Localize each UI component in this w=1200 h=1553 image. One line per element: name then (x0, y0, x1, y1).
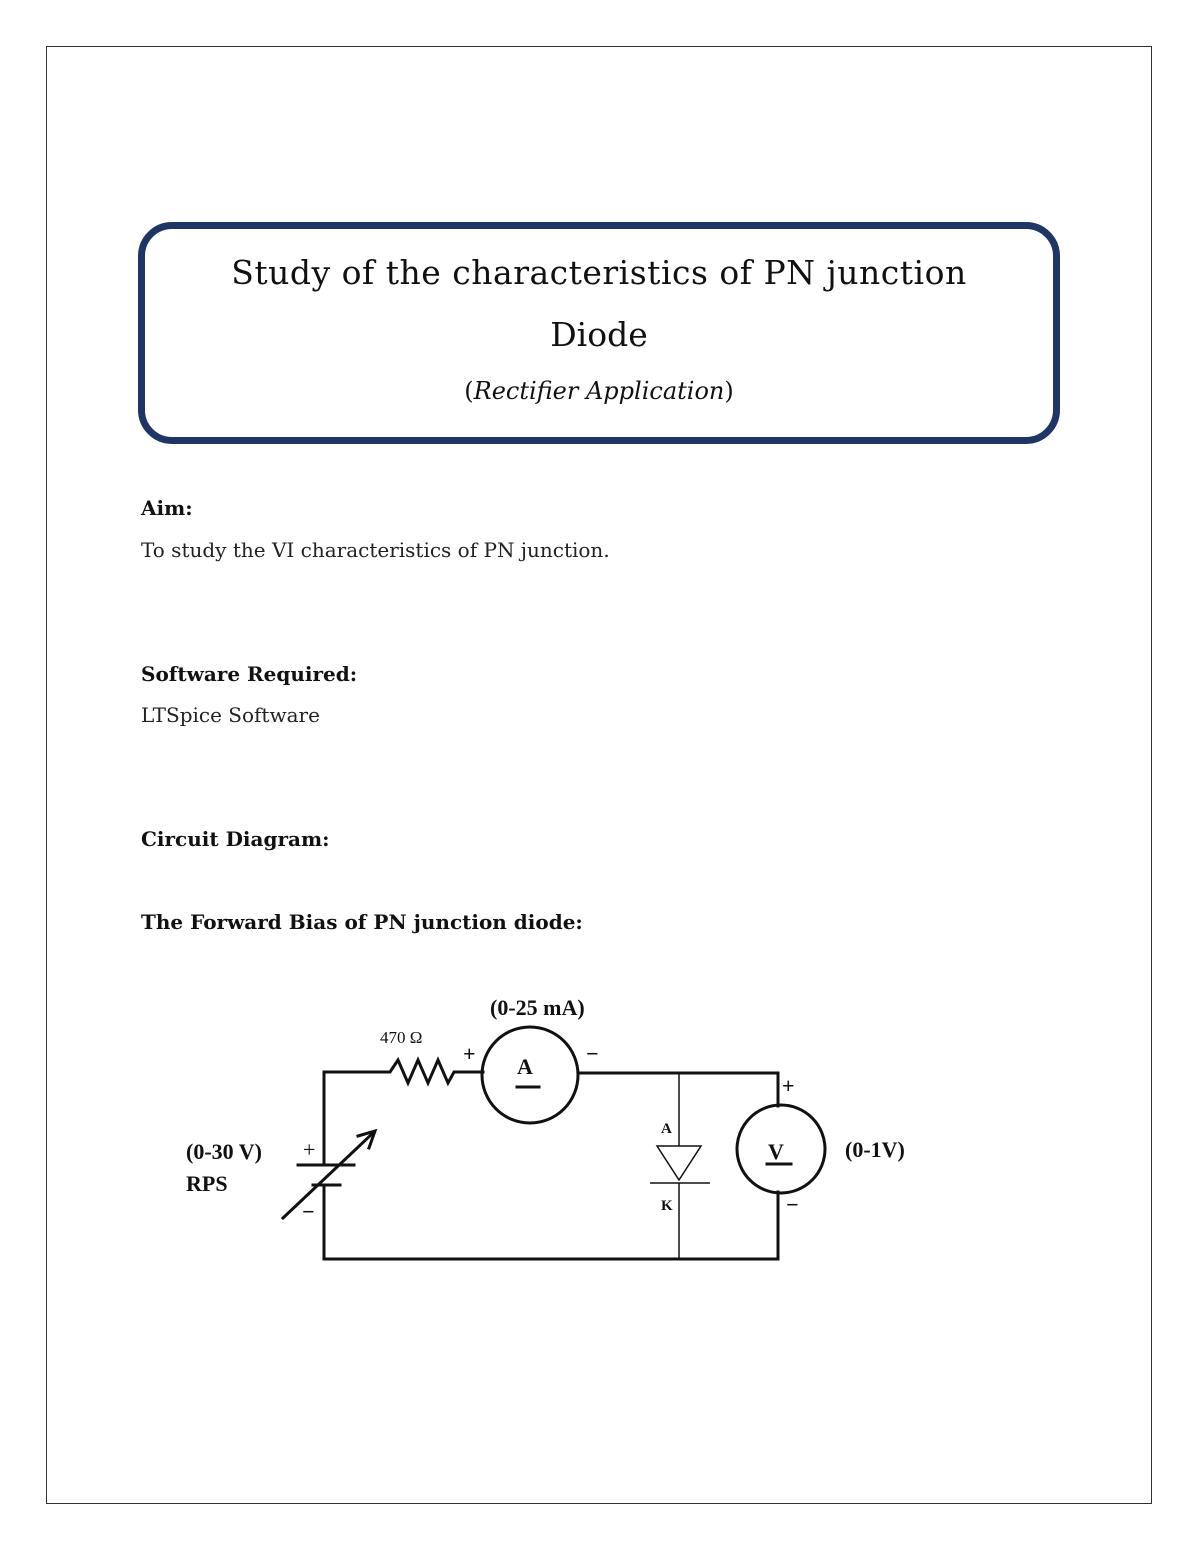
voltmeter-minus: − (786, 1192, 799, 1217)
subtitle-text: Rectifier Application (473, 377, 725, 405)
forward-bias-heading: The Forward Bias of PN junction diode: (141, 910, 583, 934)
source-minus: − (302, 1199, 315, 1224)
voltmeter-plus: + (782, 1073, 795, 1098)
circuit-heading: Circuit Diagram: (141, 827, 330, 851)
voltmeter-letter: V (768, 1139, 784, 1164)
source-plus: + (303, 1137, 316, 1162)
aim-text: To study the VI characteristics of PN junction. (141, 538, 610, 562)
software-text: LTSpice Software (141, 703, 320, 727)
variable-source-arrow (283, 1133, 373, 1218)
software-heading: Software Required: (141, 662, 358, 686)
aim-heading: Aim: (141, 496, 193, 520)
subtitle-close-paren: ) (724, 377, 734, 405)
title-line-2: Diode (550, 315, 648, 354)
source-range-label: (0-30 V) (186, 1139, 262, 1164)
diode-anode-label: A (661, 1121, 672, 1137)
ammeter-range-label: (0-25 mA) (490, 995, 585, 1020)
voltmeter-range-label: (0-1V) (845, 1137, 905, 1162)
diode-cathode-label: K (661, 1198, 673, 1214)
ammeter-letter: A (517, 1054, 533, 1079)
title-line-1: Study of the characteristics of PN junction (231, 253, 967, 292)
subtitle-open-paren: ( (464, 377, 474, 405)
ammeter-plus: + (463, 1041, 476, 1066)
source-name-label: RPS (186, 1171, 228, 1196)
ammeter-minus: − (586, 1041, 599, 1066)
diode-triangle (657, 1146, 701, 1180)
resistor-label: 470 Ω (380, 1028, 423, 1047)
